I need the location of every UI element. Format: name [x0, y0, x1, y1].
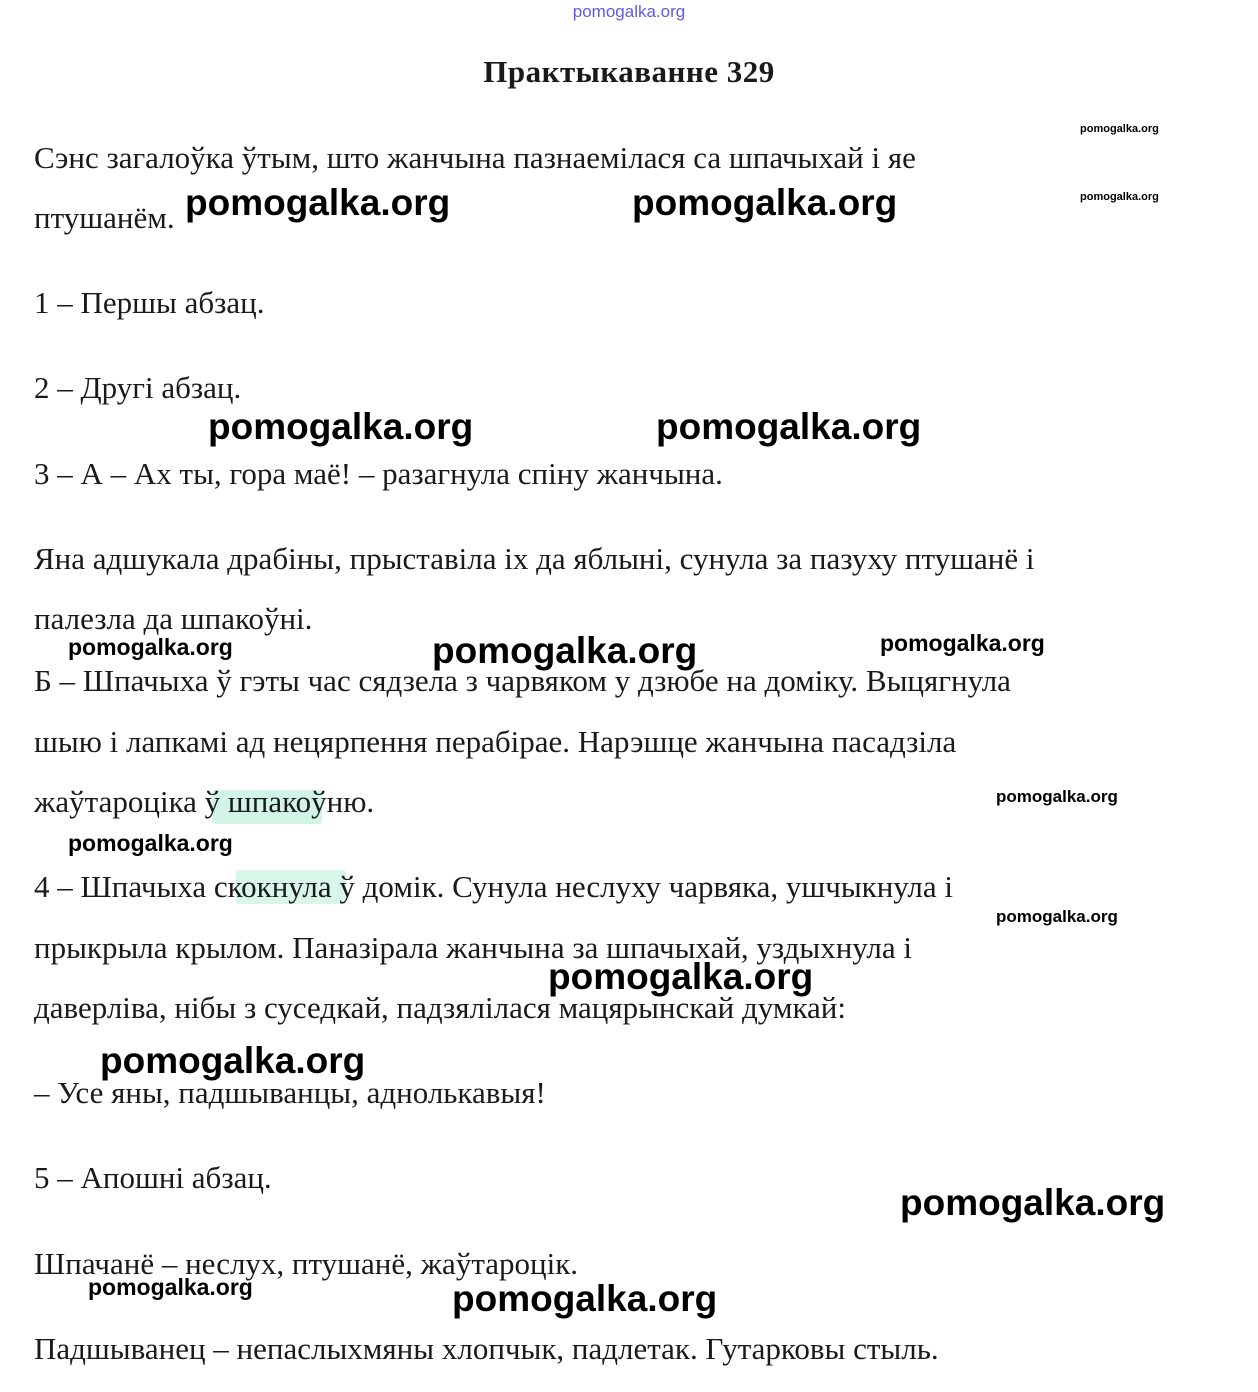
text-line: 2 – Другі абзац.: [34, 370, 242, 405]
text-line: 3 – А – Ах ты, гора маё! – разагнула спіну жанчына.: [34, 456, 723, 491]
page-title: Практыкаванне 329: [483, 54, 775, 89]
watermark: pomogalka.org: [88, 1274, 253, 1300]
text-line: жаўтароціка ў шпакоўню.: [34, 784, 375, 819]
source-mark[interactable]: pomogalka.org: [572, 2, 686, 21]
text-line: птушанём.: [34, 200, 175, 235]
text-line: Шпачанё – неслух, птушанё, жаўтароцік.: [34, 1246, 579, 1281]
text-line: даверліва, нібы з суседкай, падзялілася мацярынскай думкай:: [34, 990, 847, 1025]
watermark: pomogalka.org: [632, 182, 898, 223]
watermark: pomogalka.org: [185, 182, 451, 223]
text-line: 4 – Шпачыха скокнула ў домік. Сунула неслуху чарвяка, ушчыкнула і: [34, 869, 954, 904]
text-line: шыю і лапкамі ад нецярпення перабірае. Нарэшце жанчына пасадзіла: [34, 724, 957, 759]
watermark: pomogalka.org: [100, 1040, 366, 1081]
text-line: палезла да шпакоўні.: [34, 601, 313, 636]
text-line: Сэнс загалоўка ўтым, што жанчына пазнаемілася са шпачыхай і яе: [34, 140, 916, 175]
text-line: 1 – Першы абзац.: [34, 285, 265, 320]
text-line: прыкрыла крылом. Паназірала жанчына за шпачыхай, уздыхнула і: [34, 930, 913, 965]
watermark: pomogalka.org: [452, 1278, 718, 1319]
text-line: – Усе яны, падшыванцы, аднолькавыя!: [34, 1075, 546, 1110]
watermark: pomogalka.org: [208, 406, 474, 447]
watermark: pomogalka.org: [996, 907, 1118, 926]
text-line: Б – Шпачыха ў гэты час сядзела з чарвяком у дзюбе на доміку. Выцягнула: [34, 663, 1011, 698]
watermark: pomogalka.org: [432, 630, 698, 671]
watermark: pomogalka.org: [900, 1182, 1166, 1223]
watermark: pomogalka.org: [996, 787, 1118, 806]
text-line: Падшыванец – непаслыхмяны хлопчык, падлетак. Гутарковы стыль.: [34, 1331, 939, 1366]
text-line: 5 – Апошні абзац.: [34, 1160, 272, 1195]
text-line: Яна адшукала драбіны, прыставіла іх да яблыні, сунула за пазуху птушанё і: [34, 541, 1035, 576]
watermark: pomogalka.org: [880, 630, 1045, 656]
watermark: pomogalka.org: [1080, 123, 1159, 135]
watermark: pomogalka.org: [68, 830, 233, 856]
watermark: pomogalka.org: [548, 956, 814, 997]
watermark: pomogalka.org: [68, 634, 233, 660]
watermark: pomogalka.org: [656, 406, 922, 447]
watermark: pomogalka.org: [1080, 191, 1159, 203]
